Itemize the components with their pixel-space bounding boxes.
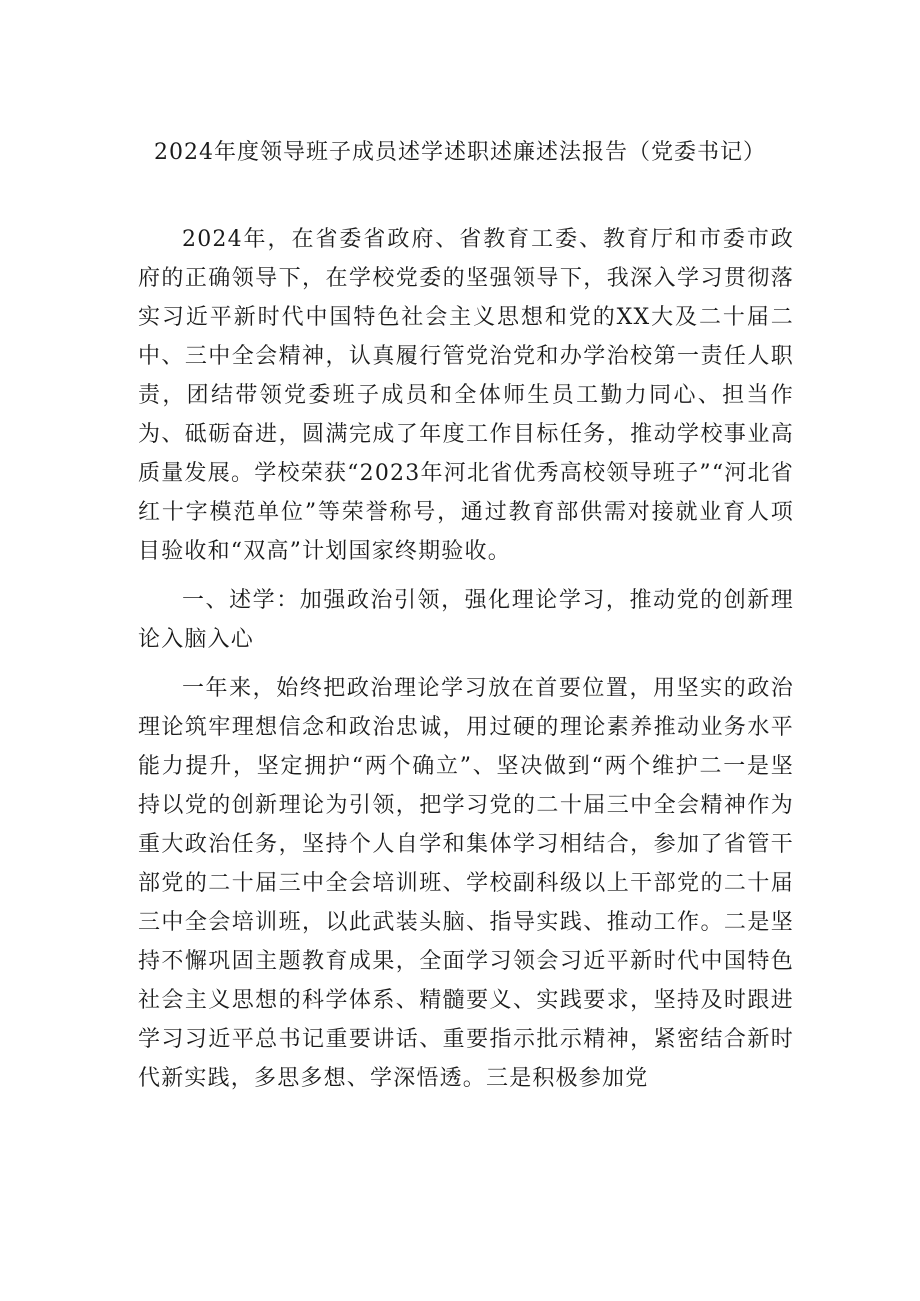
document-body: [138, 220, 794, 1098]
section-heading-study: 一、述学：加强政治引领，强化理论学习，推动党的创新理论入脑入心: [138, 588, 794, 652]
document-title: 2024年度领导班子成员述学述职述廉述法报告（党委书记）: [154, 140, 766, 165]
intro-paragraph: 2024年，在省委省政府、省教育工委、教育厅和市委市政府的正确领导下，在学校党委的坚强领导下，我深入学习贯彻落实习近平新时代中国特色社会主义思想和党的XX大及二十届二中、三中全会精神，认真履行管党治党和办学治校第一责任人职责，团结带领党委班子成员和全体师生员工勤力同心、担当作为、砥砺奋进，圆满完成了年度工作目标任务，推动学校事业高质量发展。学校荣获“2023年河北省优秀高校领导班子”“河北省红十字模范单位”等荣誉称号，通过教育部供需对接就业育人项目验收和“双高”计划国家终期验收。: [138, 227, 794, 564]
study-paragraph: 一年来，始终把政治理论学习放在首要位置，用坚实的政治理论筑牢理想信念和政治忠诚，用过硬的理论素养推动业务水平能力提升，坚定拥护“两个确立”、坚决做到“两个维护二一是坚持以党的创新理论为引领，把学习党的二十届三中全会精神作为重大政治任务，坚持个人自学和集体学习相结合，参加了省管干部党的二十届三中全会培训班、学校副科级以上干部党的二十届三中全会培训班，以此武装头脑、指导实践、推动工作。二是坚持不懈巩固主题教育成果，全面学习领会习近平新时代中国特色社会主义思想的科学体系、精髓要义、实践要求，坚持及时跟进学习习近平总书记重要讲话、重要指示批示精神，紧密结合新时代新实践，多思多想、学深悟透。三是积极参加党: [138, 676, 794, 1091]
